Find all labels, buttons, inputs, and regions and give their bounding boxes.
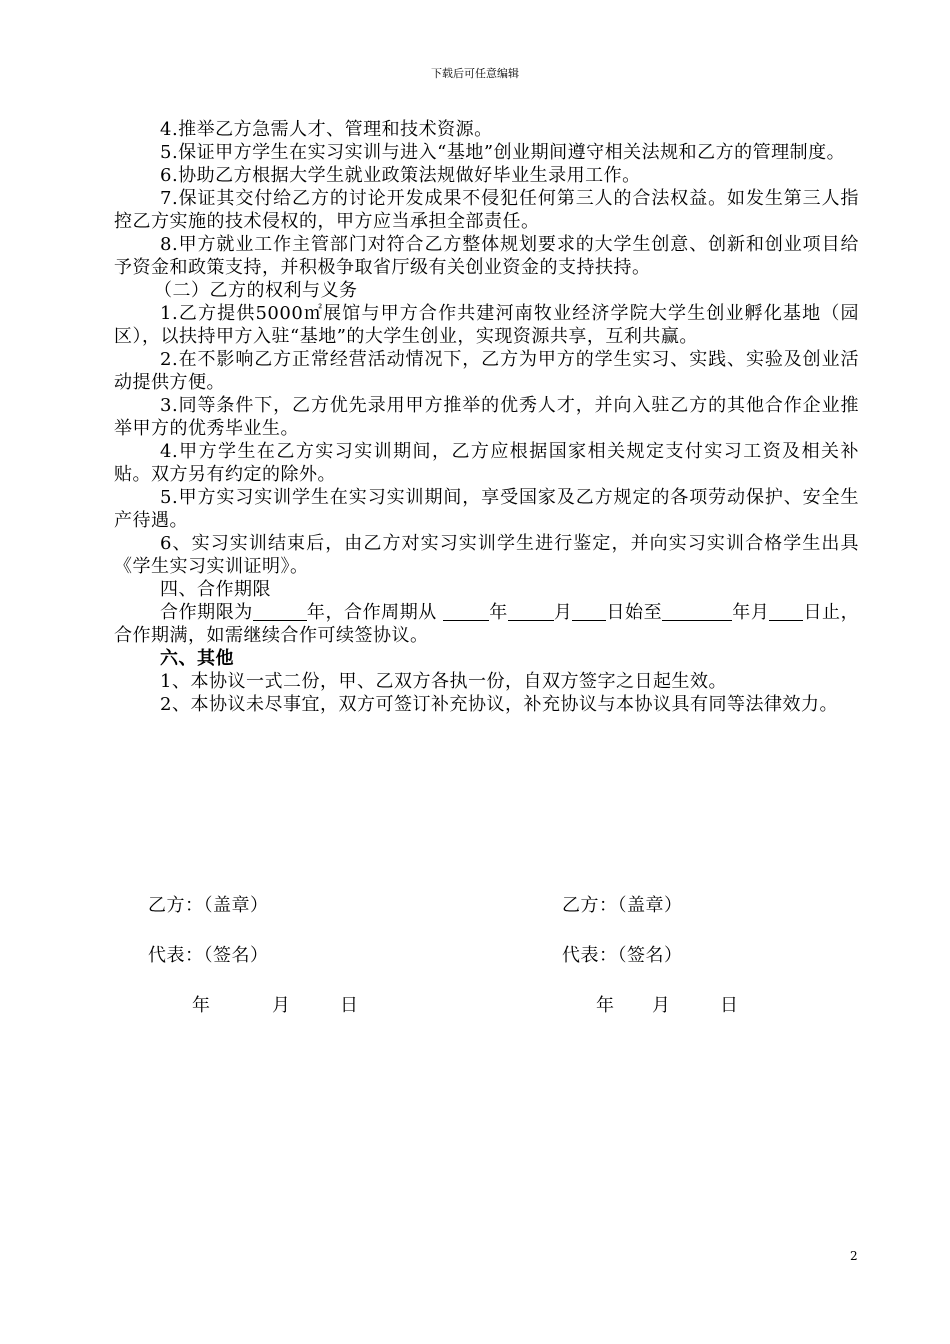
left-rep-sign: 代表：（签名） (148, 945, 269, 966)
clause-a8: 8.甲方就业工作主管部门对符合乙方整体规划要求的大学生创意、创新和创业项目给予资金和政策支持，并积极争取省厅级有关创业资金的支持扶持。 (114, 234, 859, 278)
term-text-g: 月 (750, 602, 770, 623)
clause-b3: 3.同等条件下，乙方优先录用甲方推举的优秀人才，并向入驻乙方的其他合作企业推举甲方的优秀毕业生。 (114, 395, 859, 439)
left-date-month: 月 (272, 995, 291, 1016)
clause-b4: 4.甲方学生在乙方实习实训期间，乙方应根据国家相关规定支付实习工资及相关补贴。双方另有约定的除外。 (114, 441, 859, 485)
right-date-month: 月 (652, 995, 671, 1016)
section-heading-term: 四、合作期限 (160, 579, 271, 600)
term-years-blank (253, 602, 307, 621)
clause-a7: 7.保证其交付给乙方的讨论开发成果不侵犯任何第三人的合法权益。如发生第三人指控乙方实施的技术侵权的，甲方应当承担全部责任。 (114, 188, 859, 232)
clause-other-2: 2、本协议未尽事宜，双方可签订补充协议，补充协议与本协议具有同等法律效力。 (160, 694, 838, 715)
left-date-year: 年 (192, 995, 211, 1016)
term-text-h: 日止，合作期满，如需继续合作可续签协议。 (114, 602, 860, 646)
right-date-year: 年 (596, 995, 615, 1016)
section-heading-party-b: （二）乙方的权利与义务 (154, 280, 358, 301)
term-text-e: 日始至 (606, 602, 663, 623)
clause-b5: 5.甲方实习实训学生在实习实训期间，享受国家及乙方规定的各项劳动保护、安全生产待遇。 (114, 487, 859, 531)
clause-a5: 5.保证甲方学生在实习实训与进入“基地”创业期间遵守相关法规和乙方的管理制度。 (160, 142, 846, 163)
end-day-blank (769, 602, 803, 621)
page-number: 2 (850, 1249, 858, 1263)
term-text-b: 年，合作周期从 (306, 602, 444, 623)
term-text-f: 年 (732, 602, 751, 623)
left-party-seal: 乙方：（盖章） (148, 895, 269, 916)
right-rep-sign: 代表：（签名） (562, 945, 683, 966)
right-party-seal: 乙方：（盖章） (562, 895, 683, 916)
clause-other-1: 1、本协议一式二份，甲、乙双方各执一份，自双方签字之日起生效。 (160, 671, 727, 692)
start-day-blank (572, 602, 606, 621)
term-text-d: 月 (553, 602, 573, 623)
term-text-c: 年 (489, 602, 508, 623)
start-year-blank (443, 602, 489, 621)
right-date-day: 日 (720, 995, 739, 1016)
left-date-day: 日 (340, 995, 359, 1016)
page-header: 下载后可任意编辑 (431, 67, 519, 80)
section-heading-other: 六、其他 (160, 648, 234, 669)
clause-a4: 4.推举乙方急需人才、管理和技术资源。 (160, 119, 493, 140)
clause-b2: 2.在不影响乙方正常经营活动情况下，乙方为甲方的学生实习、实践、实验及创业活动提供方便。 (114, 349, 859, 393)
term-text-a: 合作期限为 (160, 602, 253, 623)
clause-b1: 1.乙方提供5000㎡展馆与甲方合作共建河南牧业经济学院大学生创业孵化基地（园区），以扶持甲方入驻“基地”的大学生创业，实现资源共享，互利共赢。 (114, 303, 859, 347)
clause-b6: 6、实习实训结束后，由乙方对实习实训学生进行鉴定，并向实习实训合格学生出具《学生实习实训证明》。 (114, 533, 859, 577)
end-year-blank (662, 602, 732, 621)
clause-term (114, 601, 859, 647)
clause-a6: 6.协助乙方根据大学生就业政策法规做好毕业生录用工作。 (160, 165, 641, 186)
start-month-blank (508, 602, 554, 621)
document-body (114, 118, 859, 716)
